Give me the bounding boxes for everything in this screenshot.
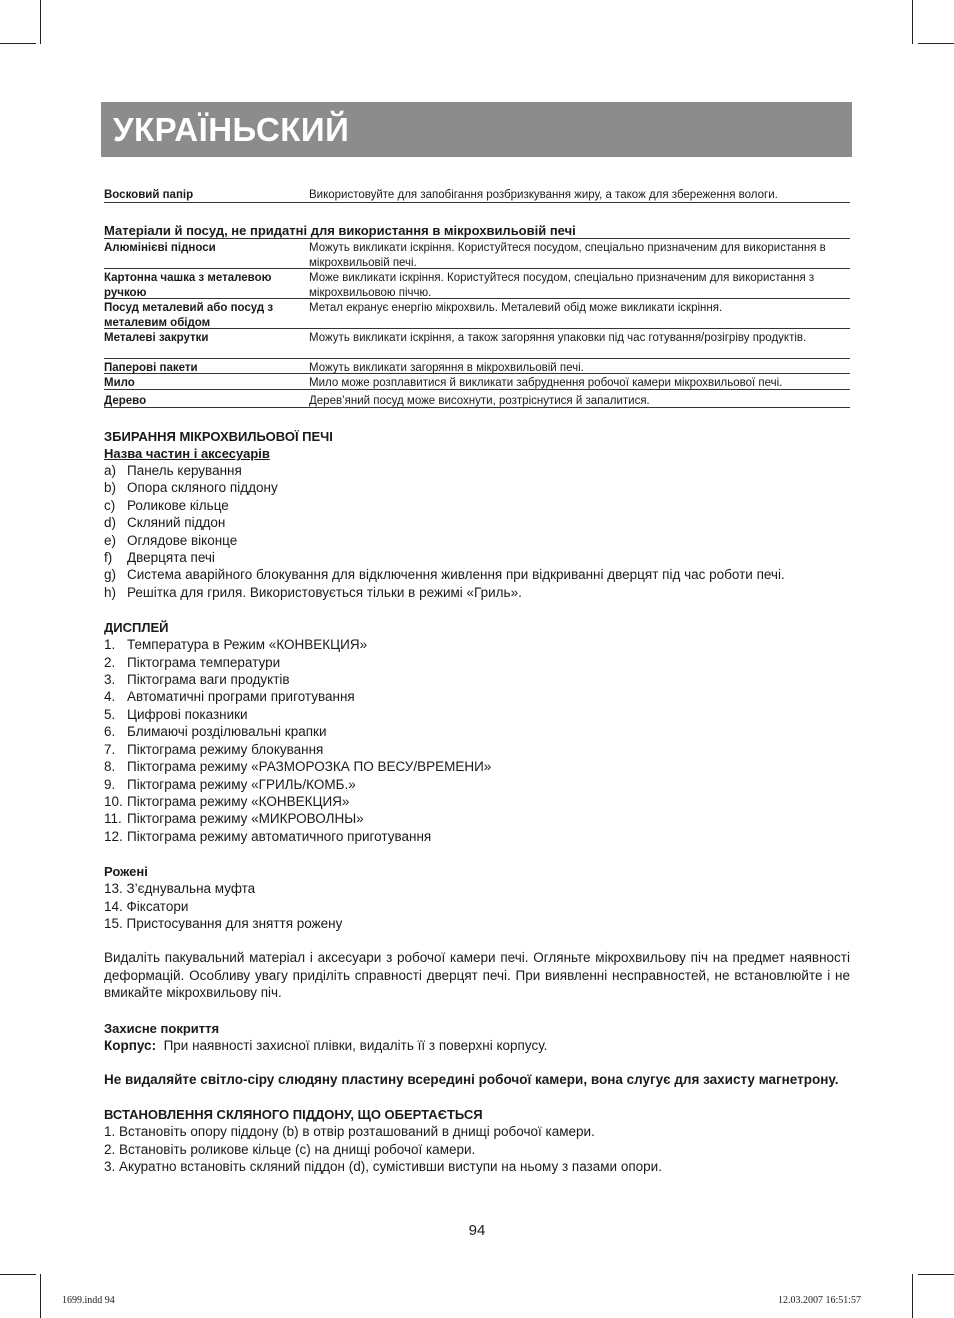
row-key: Паперові пакети [104,362,198,374]
install-list [104,1123,850,1175]
list-item: f) Дверцята печі [104,550,215,566]
display-list [104,636,850,845]
row-key: Мило [104,377,135,389]
crop-mark [912,0,913,44]
assembly-title: ЗБИРАННЯ МІКРОХВИЛЬОВОЇ ПЕЧІ [104,429,333,444]
crop-mark [912,1274,913,1318]
skewer-title: Рожені [104,864,148,880]
main-content [104,186,850,1176]
table-row [104,299,850,329]
table-row [104,269,850,299]
list-item: 4. Автоматичні програми приготування [104,689,355,705]
page-title: УКРАЇНЬСКИЙ [113,111,350,148]
row-value: Можуть викликати іскріння. Користуйтеся посудом, спеціально призначеним для використання в мікрохвильовій печі. [309,242,826,269]
protective-body [104,1037,850,1054]
list-item: c) Роликове кільце [104,497,229,513]
footer-left: 1699.indd 94 [62,1295,115,1306]
crop-mark [0,43,36,44]
list-item: 3. Піктограма ваги продуктів [104,672,290,688]
crop-mark [40,1274,41,1318]
table-caption: Матеріали й посуд, не придатні для використання в мікрохвильовій печі [104,224,850,239]
list-item: 14. Фіксатори [104,898,189,914]
list-item: e) Оглядове віконце [104,532,238,548]
table-row [104,239,850,269]
table-row [104,392,850,408]
row-value: Використовуйте для запобігання розбризкування жиру, а також для збереження вологи. [309,189,778,201]
row-key: Посуд металевий або посуд з металевим обідом [104,302,274,329]
parts-subtitle: Назва частин і аксесуарів [104,446,270,461]
list-item: 6. Блимаючі розділювальні крапки [104,724,327,740]
footer-right: 12.03.2007 16:51:57 [778,1295,862,1306]
crop-mark [40,0,41,44]
table-row [104,374,850,390]
list-item: 2. Встановіть роликове кільце (c) на днищі робочої камери. [104,1141,476,1157]
row-value: Можуть викликати іскріння, а також загоряння упаковки під час готування/розігріву продуктів. [309,332,807,344]
table-row [104,186,850,203]
list-item: 1. Температура в Режим «КОНВЕКЦИЯ» [104,637,368,653]
crop-mark [918,43,954,44]
list-item: b) Опора скляного піддону [104,480,278,496]
display-title: ДИСПЛЕЙ [104,620,169,636]
list-item: g) Система аварійного блокування для відключення живлення при відкриванні дверцят під час роботи печі. [104,567,785,583]
row-key: Алюмінієві підноси [104,242,216,254]
protective-title: Захисне покриття [104,1020,220,1036]
row-value: Можуть викликати загоряння в мікрохвильовій печі. [309,362,584,374]
list-item: 8. Піктограма режиму «РАЗМОРОЗКА ПО ВЕСУ/ВРЕМЕНИ» [104,759,492,775]
row-value: Може викликати іскріння. Користуйтеся посудом, спеціально призначеним для використання з мікрохвильовою піччю. [309,272,815,299]
list-item: d) Скляний піддон [104,515,226,531]
list-item: 11. Піктограма режиму «МИКРОВОЛНЫ» [104,811,364,827]
skewer-list [104,880,850,932]
list-item: 2. Піктограма температури [104,654,281,670]
row-key: Металеві закрутки [104,332,209,344]
list-item: 13. З’єднувальна муфта [104,881,256,897]
list-item: 9. Піктограма режиму «ГРИЛЬ/КОМБ.» [104,776,356,792]
list-item: 7. Піктограма режиму блокування [104,741,324,757]
body-label: Корпус: [104,1037,157,1053]
row-key: Картонна чашка з металевою ручкою [104,272,272,299]
warning-paragraph: Не видаляйте світло-сіру слюдяну пластину всередині робочої камери, вона слугує для захисту магнетрону. [104,1071,839,1087]
list-item: a) Панель керування [104,463,242,478]
list-item: 1. Встановіть опору піддону (b) в отвір розташований в днищі робочої камери. [104,1124,595,1140]
row-value: Мило може розплавитися й викликати забруднення робочої камери мікрохвильової печі. [309,377,783,389]
row-value: Дерев’яний посуд може висохнути, розтріснутися й запалитися. [309,395,650,407]
crop-mark [0,1274,36,1275]
list-item: h) Решітка для гриля. Використовується тільки в режимі «Гриль». [104,584,522,600]
unpack-paragraph: Видаліть пакувальний матеріал і аксесуари з робочої камери печі. Огляньте мікрохвильову піч на предмет наявності деформацій. Особливу увагу приділіть справності дверцят печі. При виявленні несправностей, не встановлюйте і не вмикайте мікрохвильову піч. [104,950,850,1001]
list-item: 5. Цифрові показники [104,706,248,722]
install-title: ВСТАНОВЛЕННЯ СКЛЯНОГО ПІДДОНУ, ЩО ОБЕРТАЄТЬСЯ [104,1107,483,1123]
language-banner [101,102,852,157]
crop-mark [918,1274,954,1275]
table-row [104,359,850,374]
body-text: При наявності захисної плівки, видаліть її з поверхні корпусу. [163,1037,548,1053]
list-item: 15. Пристосування для зняття рожену [104,915,343,931]
parts-list [104,462,850,601]
list-item: 12. Піктограма режиму автоматичного приготування [104,828,432,844]
row-key: Дерево [104,395,147,407]
unsuitable-table [104,239,850,408]
list-item: 3. Акуратно встановіть скляний піддон (d), сумістивши виступи на ньому з пазами опори. [104,1159,662,1175]
row-value: Метал екранує енергію мікрохвиль. Металевий обід може викликати іскріння. [309,302,723,314]
row-key: Восковий папір [104,189,194,201]
list-item: 10. Піктограма режиму «КОНВЕКЦИЯ» [104,793,350,809]
table-row [104,329,850,359]
page-number: 94 [468,1222,486,1239]
